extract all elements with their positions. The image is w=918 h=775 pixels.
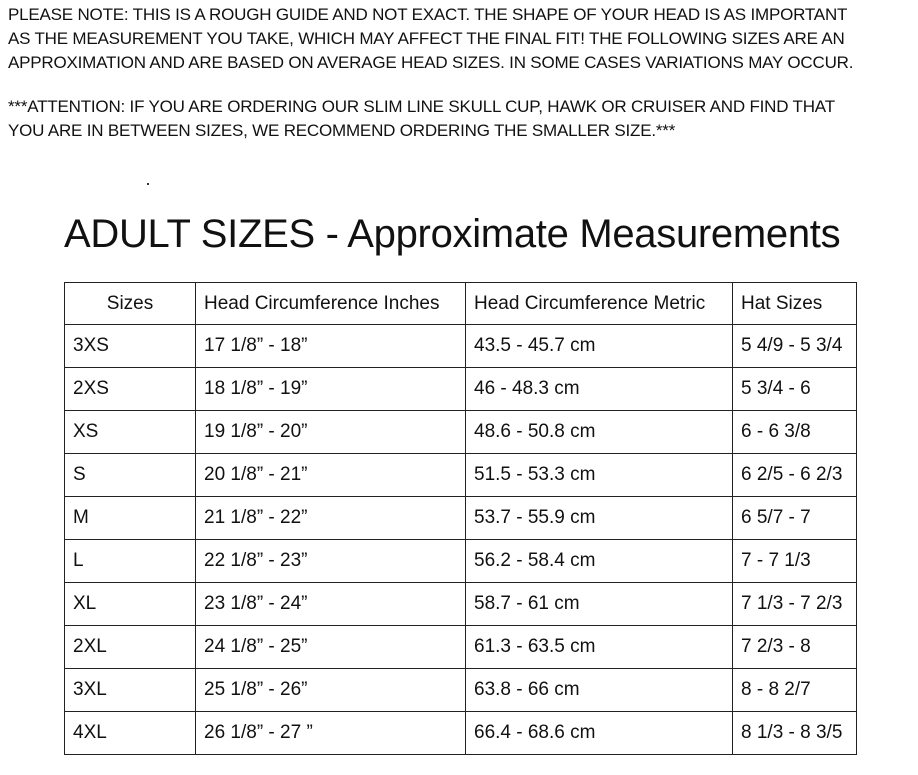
cell-metric: 63.8 - 66 cm [466, 669, 733, 712]
cell-size: 2XS [65, 368, 196, 411]
size-chart-table [64, 282, 857, 755]
disclaimer-note [8, 3, 913, 75]
cell-hat-size: 7 - 7 1/3 [733, 540, 857, 583]
stray-dot [147, 183, 149, 185]
cell-inches: 23 1/8” - 24” [196, 583, 466, 626]
header-hat-sizes: Hat Sizes [733, 283, 857, 325]
cell-inches: 21 1/8” - 22” [196, 497, 466, 540]
cell-metric: 43.5 - 45.7 cm [466, 325, 733, 368]
cell-size: S [65, 454, 196, 497]
cell-metric: 53.7 - 55.9 cm [466, 497, 733, 540]
cell-inches: 25 1/8” - 26” [196, 669, 466, 712]
table-row [65, 626, 857, 669]
table-title: ADULT SIZES - Approximate Measurements [64, 212, 841, 256]
table-row [65, 583, 857, 626]
cell-metric: 46 - 48.3 cm [466, 368, 733, 411]
cell-size: 3XS [65, 325, 196, 368]
cell-hat-size: 8 - 8 2/7 [733, 669, 857, 712]
cell-inches: 26 1/8” - 27 ” [196, 712, 466, 755]
disclaimer-line: AS THE MEASUREMENT YOU TAKE, WHICH MAY AFFECT THE FINAL FIT! THE FOLLOWING SIZES ARE AN [8, 29, 845, 48]
table-row [65, 325, 857, 368]
cell-hat-size: 6 - 6 3/8 [733, 411, 857, 454]
cell-inches: 17 1/8” - 18” [196, 325, 466, 368]
table-row [65, 497, 857, 540]
cell-size: M [65, 497, 196, 540]
header-sizes: Sizes [65, 283, 196, 325]
cell-size: 4XL [65, 712, 196, 755]
cell-size: XL [65, 583, 196, 626]
attention-line: YOU ARE IN BETWEEN SIZES, WE RECOMMEND ORDERING THE SMALLER SIZE.*** [8, 121, 676, 140]
cell-metric: 66.4 - 68.6 cm [466, 712, 733, 755]
cell-size: L [65, 540, 196, 583]
table-header-row [65, 283, 857, 325]
disclaimer-line: PLEASE NOTE: THIS IS A ROUGH GUIDE AND NOT EXACT. THE SHAPE OF YOUR HEAD IS AS IMPORTANT [8, 5, 848, 24]
table-row [65, 411, 857, 454]
disclaimer-line: APPROXIMATION AND ARE BASED ON AVERAGE HEAD SIZES. IN SOME CASES VARIATIONS MAY OCCUR. [8, 53, 854, 72]
cell-inches: 19 1/8” - 20” [196, 411, 466, 454]
table-row [65, 669, 857, 712]
cell-metric: 51.5 - 53.3 cm [466, 454, 733, 497]
cell-metric: 48.6 - 50.8 cm [466, 411, 733, 454]
cell-metric: 61.3 - 63.5 cm [466, 626, 733, 669]
cell-inches: 24 1/8” - 25” [196, 626, 466, 669]
cell-inches: 20 1/8” - 21” [196, 454, 466, 497]
table-row [65, 540, 857, 583]
header-inches: Head Circumference Inches [196, 283, 466, 325]
cell-hat-size: 6 5/7 - 7 [733, 497, 857, 540]
table-row [65, 712, 857, 755]
table-row [65, 368, 857, 411]
cell-metric: 58.7 - 61 cm [466, 583, 733, 626]
cell-hat-size: 5 3/4 - 6 [733, 368, 857, 411]
cell-hat-size: 7 2/3 - 8 [733, 626, 857, 669]
attention-note [8, 95, 913, 143]
cell-hat-size: 8 1/3 - 8 3/5 [733, 712, 857, 755]
cell-metric: 56.2 - 58.4 cm [466, 540, 733, 583]
cell-hat-size: 6 2/5 - 6 2/3 [733, 454, 857, 497]
cell-hat-size: 5 4/9 - 5 3/4 [733, 325, 857, 368]
table-row [65, 454, 857, 497]
cell-inches: 18 1/8” - 19” [196, 368, 466, 411]
cell-inches: 22 1/8” - 23” [196, 540, 466, 583]
cell-hat-size: 7 1/3 - 7 2/3 [733, 583, 857, 626]
header-metric: Head Circumference Metric [466, 283, 733, 325]
cell-size: XS [65, 411, 196, 454]
cell-size: 3XL [65, 669, 196, 712]
attention-line: ***ATTENTION: IF YOU ARE ORDERING OUR SLIM LINE SKULL CUP, HAWK OR CRUISER AND FIND THAT [8, 97, 835, 116]
cell-size: 2XL [65, 626, 196, 669]
